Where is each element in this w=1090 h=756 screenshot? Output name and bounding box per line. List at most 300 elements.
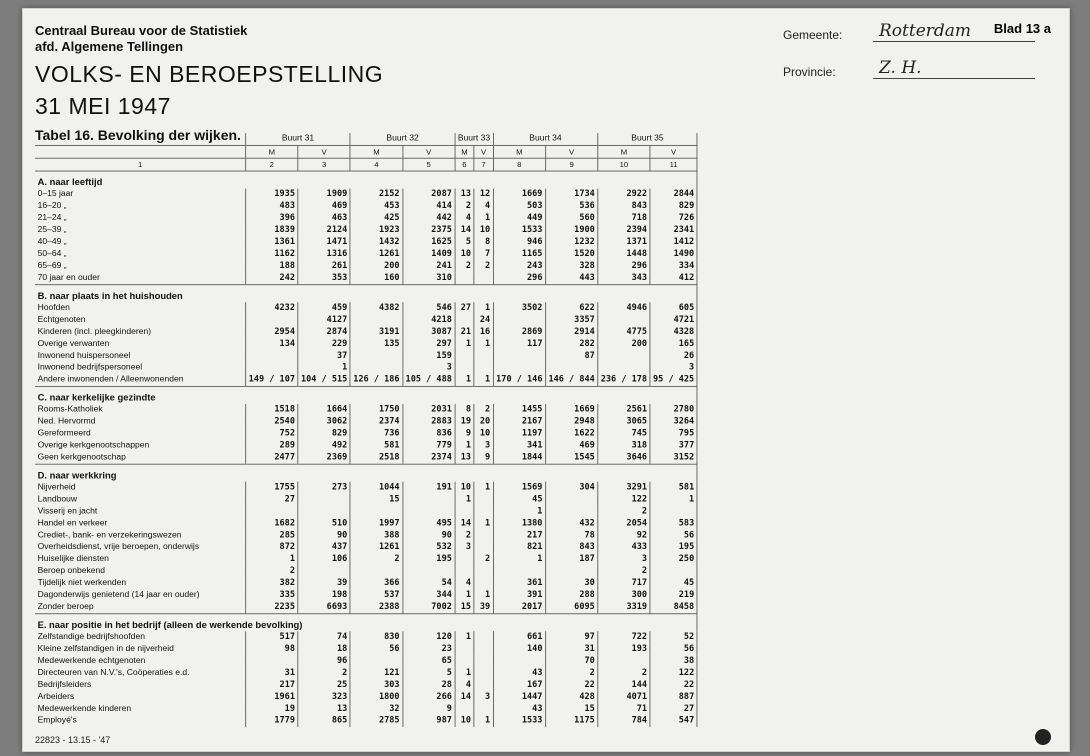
row-label: Echtgenoten xyxy=(35,314,246,326)
table-cell: 24 xyxy=(474,314,493,326)
table-cell: 2369 xyxy=(298,452,350,464)
table-cell: 2 xyxy=(545,667,597,679)
table-row xyxy=(35,631,697,643)
table-cell: 52 xyxy=(650,631,697,643)
table-cell: 2 xyxy=(455,530,474,542)
table-cell: 15 xyxy=(350,494,402,506)
table-cell: 13 xyxy=(298,703,350,715)
table-cell: 122 xyxy=(598,494,650,506)
table-cell: 304 xyxy=(545,482,597,494)
document-sheet xyxy=(22,8,1070,752)
table-cell: 1162 xyxy=(246,248,298,260)
sex-header: M xyxy=(598,145,650,158)
row-label: Gereformeerd xyxy=(35,428,246,440)
table-cell: 195 xyxy=(403,554,455,566)
table-cell: 96 xyxy=(298,655,350,667)
table-cell: 32 xyxy=(350,703,402,715)
table-cell: 2235 xyxy=(246,601,298,613)
table-cell: 117 xyxy=(493,338,545,350)
table-row xyxy=(35,189,697,201)
table-cell: 2 xyxy=(598,506,650,518)
table-cell: 135 xyxy=(350,338,402,350)
table-cell: 71 xyxy=(598,703,650,715)
table-cell: 795 xyxy=(650,428,697,440)
table-cell: 946 xyxy=(493,236,545,248)
table-cell xyxy=(455,314,474,326)
table-cell: 4328 xyxy=(650,326,697,338)
table-cell: 1380 xyxy=(493,518,545,530)
table-cell: 581 xyxy=(650,482,697,494)
table-row xyxy=(35,667,697,679)
table-cell: 7002 xyxy=(403,601,455,613)
table-cell: 443 xyxy=(545,272,597,284)
table-cell: 250 xyxy=(650,554,697,566)
table-cell: 3065 xyxy=(598,416,650,428)
table-cell: 377 xyxy=(650,440,697,452)
sex-header: M xyxy=(455,145,474,158)
row-label: Crediet-, bank- en verzekeringswezen xyxy=(35,530,246,542)
table-cell: 4 xyxy=(455,577,474,589)
table-cell: 8458 xyxy=(650,601,697,613)
table-cell: 1734 xyxy=(545,189,597,201)
table-cell: 510 xyxy=(298,518,350,530)
table-cell: 1 xyxy=(474,715,493,727)
table-cell xyxy=(474,530,493,542)
table-cell: 3062 xyxy=(298,416,350,428)
table-cell: 1 xyxy=(455,631,474,643)
table-cell: 126 / 186 xyxy=(350,374,402,386)
table-cell: 266 xyxy=(403,691,455,703)
table-cell: 344 xyxy=(403,589,455,601)
row-label: Landbouw xyxy=(35,494,246,506)
table-row xyxy=(35,248,697,260)
table-cell: 581 xyxy=(350,440,402,452)
table-cell: 105 / 488 xyxy=(403,374,455,386)
table-cell: 2948 xyxy=(545,416,597,428)
table-cell xyxy=(298,494,350,506)
table-cell: 1044 xyxy=(350,482,402,494)
table-cell xyxy=(650,565,697,577)
table-cell: 4 xyxy=(455,679,474,691)
table-cell: 4232 xyxy=(246,302,298,314)
row-label: 0–15 jaar xyxy=(35,189,246,201)
table-cell: 19 xyxy=(455,416,474,428)
table-cell: 140 xyxy=(493,643,545,655)
row-label: Nijverheid xyxy=(35,482,246,494)
table-cell: 2780 xyxy=(650,404,697,416)
column-number: 4 xyxy=(350,158,402,171)
table-cell: 3 xyxy=(650,362,697,374)
table-cell: 2374 xyxy=(403,452,455,464)
table-cell xyxy=(350,350,402,362)
provincie-value: Z. H. xyxy=(873,58,1035,79)
table-cell: 483 xyxy=(246,201,298,213)
row-label: 16–20 „ xyxy=(35,201,246,213)
table-cell: 829 xyxy=(298,428,350,440)
table-cell: 144 xyxy=(598,679,650,691)
table-cell xyxy=(350,655,402,667)
table-cell: 784 xyxy=(598,715,650,727)
table-cell: 13 xyxy=(455,189,474,201)
table-cell: 200 xyxy=(350,260,402,272)
table-cell: 2031 xyxy=(403,404,455,416)
table-cell: 605 xyxy=(650,302,697,314)
table-cell xyxy=(246,362,298,374)
buurt-33-header: Buurt 33 xyxy=(455,133,493,145)
page-number: Blad 13 a xyxy=(993,21,1051,36)
gemeente-value: Rotterdam xyxy=(873,21,1035,42)
table-cell xyxy=(455,554,474,566)
table-cell: 2152 xyxy=(350,189,402,201)
table-cell: 334 xyxy=(650,260,697,272)
table-row xyxy=(35,374,697,386)
table-cell: 273 xyxy=(298,482,350,494)
table-cell: 469 xyxy=(545,440,597,452)
table-cell: 219 xyxy=(650,589,697,601)
table-row xyxy=(35,601,697,613)
institution-line-1: Centraal Bureau voor de Statistiek xyxy=(35,23,248,38)
table-cell: 1779 xyxy=(246,715,298,727)
sex-header: V xyxy=(403,145,455,158)
table-cell: 836 xyxy=(403,428,455,440)
row-label: Hoofden xyxy=(35,302,246,314)
table-cell: 1490 xyxy=(650,248,697,260)
table-cell xyxy=(455,703,474,715)
table-cell: 622 xyxy=(545,302,597,314)
table-cell: 167 xyxy=(493,679,545,691)
table-cell xyxy=(598,362,650,374)
table-cell: 537 xyxy=(350,589,402,601)
table-cell xyxy=(598,350,650,362)
table-cell: 353 xyxy=(298,272,350,284)
table-cell: 1 xyxy=(474,212,493,224)
table-cell: 4071 xyxy=(598,691,650,703)
table-cell: 1961 xyxy=(246,691,298,703)
table-cell xyxy=(455,272,474,284)
table-cell: 1625 xyxy=(403,236,455,248)
table-cell xyxy=(474,565,493,577)
table-cell: 745 xyxy=(598,428,650,440)
row-label: Zelfstandige bedrijfshoofden xyxy=(35,631,246,643)
table-cell: 146 / 844 xyxy=(545,374,597,386)
table-cell: 1232 xyxy=(545,236,597,248)
table-cell: 217 xyxy=(493,530,545,542)
column-number: 7 xyxy=(474,158,493,171)
table-cell: 14 xyxy=(455,224,474,236)
row-label: 65–69 „ xyxy=(35,260,246,272)
table-cell: 1455 xyxy=(493,404,545,416)
table-cell: 282 xyxy=(545,338,597,350)
table-cell: 1545 xyxy=(545,452,597,464)
table-cell xyxy=(246,655,298,667)
table-row xyxy=(35,224,697,236)
table-cell: 1 xyxy=(650,494,697,506)
table-row xyxy=(35,691,697,703)
table-cell: 106 xyxy=(298,554,350,566)
table-row xyxy=(35,404,697,416)
table-cell: 366 xyxy=(350,577,402,589)
table-cell: 10 xyxy=(474,428,493,440)
sex-header: V xyxy=(474,145,493,158)
table-cell: 56 xyxy=(650,530,697,542)
row-label: Overige kerkgenootschappen xyxy=(35,440,246,452)
row-label: Medewerkende echtgenoten xyxy=(35,655,246,667)
table-cell: 90 xyxy=(298,530,350,542)
table-cell: 1935 xyxy=(246,189,298,201)
table-cell: 15 xyxy=(455,601,474,613)
table-cell: 165 xyxy=(650,338,697,350)
table-cell: 2 xyxy=(455,201,474,213)
column-number: 1 xyxy=(35,158,246,171)
table-cell: 149 / 107 xyxy=(246,374,298,386)
table-cell xyxy=(545,565,597,577)
table-cell: 160 xyxy=(350,272,402,284)
table-cell: 1 xyxy=(474,482,493,494)
sex-header: M xyxy=(246,145,298,158)
table-cell: 7 xyxy=(474,248,493,260)
table-cell: 318 xyxy=(598,440,650,452)
table-cell: 1750 xyxy=(350,404,402,416)
table-cell: 122 xyxy=(650,667,697,679)
table-cell: 2374 xyxy=(350,416,402,428)
table-cell: 12 xyxy=(474,189,493,201)
table-cell: 1533 xyxy=(493,224,545,236)
table-cell: 433 xyxy=(598,542,650,554)
table-cell: 31 xyxy=(545,643,597,655)
table-cell: 736 xyxy=(350,428,402,440)
column-number: 3 xyxy=(298,158,350,171)
section-title: A. naar leeftijd xyxy=(35,171,697,189)
table-row xyxy=(35,212,697,224)
table-cell: 2954 xyxy=(246,326,298,338)
table-cell: 752 xyxy=(246,428,298,440)
table-cell: 1569 xyxy=(493,482,545,494)
section-title: D. naar werkkring xyxy=(35,464,697,482)
table-cell: 27 xyxy=(455,302,474,314)
table-row xyxy=(35,416,697,428)
section-header-row xyxy=(35,171,697,189)
table-cell: 14 xyxy=(455,691,474,703)
table-cell: 3 xyxy=(455,542,474,554)
table-cell xyxy=(545,506,597,518)
table-cell: 19 xyxy=(246,703,298,715)
table-row xyxy=(35,452,697,464)
table-cell: 1261 xyxy=(350,248,402,260)
table-cell: 54 xyxy=(403,577,455,589)
table-cell: 188 xyxy=(246,260,298,272)
table-cell xyxy=(474,494,493,506)
row-label: Visserij en jacht xyxy=(35,506,246,518)
table-cell: 1 xyxy=(493,554,545,566)
table-cell: 1669 xyxy=(493,189,545,201)
row-label: Inwonend huispersoneel xyxy=(35,350,246,362)
table-cell: 722 xyxy=(598,631,650,643)
buurt-32-header: Buurt 32 xyxy=(350,133,455,145)
row-label: Beroep onbekend xyxy=(35,565,246,577)
table-cell: 10 xyxy=(455,482,474,494)
table-cell xyxy=(493,362,545,374)
table-cell xyxy=(455,655,474,667)
table-cell: 2874 xyxy=(298,326,350,338)
table-cell: 217 xyxy=(246,679,298,691)
table-cell: 442 xyxy=(403,212,455,224)
table-cell: 492 xyxy=(298,440,350,452)
table-cell: 2388 xyxy=(350,601,402,613)
table-cell: 1 xyxy=(474,589,493,601)
table-row xyxy=(35,643,697,655)
row-label: Zonder beroep xyxy=(35,601,246,613)
table-cell xyxy=(403,565,455,577)
row-label: Geen kerkgenootschap xyxy=(35,452,246,464)
table-cell: 829 xyxy=(650,201,697,213)
table-row xyxy=(35,589,697,601)
table-cell: 503 xyxy=(493,201,545,213)
table-cell: 1409 xyxy=(403,248,455,260)
table-cell: 718 xyxy=(598,212,650,224)
table-cell: 1923 xyxy=(350,224,402,236)
table-cell: 865 xyxy=(298,715,350,727)
table-cell: 412 xyxy=(650,272,697,284)
table-cell: 26 xyxy=(650,350,697,362)
table-cell: 22 xyxy=(545,679,597,691)
sex-header: M xyxy=(350,145,402,158)
table-cell: 341 xyxy=(493,440,545,452)
table-cell: 2914 xyxy=(545,326,597,338)
table-cell: 2341 xyxy=(650,224,697,236)
table-cell: 229 xyxy=(298,338,350,350)
table-cell: 27 xyxy=(246,494,298,506)
table-cell: 4382 xyxy=(350,302,402,314)
table-cell: 1 xyxy=(298,362,350,374)
table-title: Tabel 16. Bevolking der wijken. xyxy=(35,127,241,143)
table-cell: 391 xyxy=(493,589,545,601)
table-cell: 1 xyxy=(455,338,474,350)
section-title: E. naar positie in het bedrijf (alleen de werkende bevolking) xyxy=(35,614,697,632)
table-cell: 120 xyxy=(403,631,455,643)
provincie-label: Provincie: xyxy=(783,65,836,79)
table-cell: 1448 xyxy=(598,248,650,260)
row-label: Huiselijke diensten xyxy=(35,554,246,566)
table-cell: 3646 xyxy=(598,452,650,464)
table-cell: 1622 xyxy=(545,428,597,440)
sex-header-row xyxy=(35,145,697,158)
table-cell: 414 xyxy=(403,201,455,213)
table-row xyxy=(35,428,697,440)
table-cell: 4721 xyxy=(650,314,697,326)
table-cell: 1844 xyxy=(493,452,545,464)
table-cell xyxy=(493,565,545,577)
table-cell: 97 xyxy=(545,631,597,643)
table-row xyxy=(35,302,697,314)
table-cell: 449 xyxy=(493,212,545,224)
table-cell: 95 / 425 xyxy=(650,374,697,386)
table-cell xyxy=(350,314,402,326)
table-cell: 1997 xyxy=(350,518,402,530)
table-cell xyxy=(246,314,298,326)
section-title: C. naar kerkelijke gezindte xyxy=(35,386,697,404)
table-cell: 547 xyxy=(650,715,697,727)
row-label: Ned. Hervormd xyxy=(35,416,246,428)
blank-header xyxy=(35,133,246,145)
row-label: Bedrijfsleiders xyxy=(35,679,246,691)
table-cell: 2 xyxy=(455,260,474,272)
table-cell: 1371 xyxy=(598,236,650,248)
table-cell: 30 xyxy=(545,577,597,589)
table-cell xyxy=(474,272,493,284)
table-row xyxy=(35,565,697,577)
table-cell: 335 xyxy=(246,589,298,601)
table-cell xyxy=(474,703,493,715)
table-cell: 2922 xyxy=(598,189,650,201)
table-cell: 134 xyxy=(246,338,298,350)
table-cell: 6693 xyxy=(298,601,350,613)
table-row xyxy=(35,440,697,452)
table-cell: 1 xyxy=(455,589,474,601)
table-cell: 3 xyxy=(474,691,493,703)
table-cell: 2167 xyxy=(493,416,545,428)
table-cell: 14 xyxy=(455,518,474,530)
table-row xyxy=(35,201,697,213)
table-cell: 1900 xyxy=(545,224,597,236)
table-cell: 2 xyxy=(598,565,650,577)
table-cell: 1800 xyxy=(350,691,402,703)
table-cell: 9 xyxy=(474,452,493,464)
table-cell: 45 xyxy=(493,494,545,506)
column-number: 5 xyxy=(403,158,455,171)
table-cell: 323 xyxy=(298,691,350,703)
table-cell: 90 xyxy=(403,530,455,542)
table-cell: 39 xyxy=(474,601,493,613)
table-cell: 18 xyxy=(298,643,350,655)
institution-line-2: afd. Algemene Tellingen xyxy=(35,39,184,54)
table-cell: 432 xyxy=(545,518,597,530)
table-cell: 1261 xyxy=(350,542,402,554)
table-cell: 6095 xyxy=(545,601,597,613)
row-label: Dagonderwijs genietend (14 jaar en ouder) xyxy=(35,589,246,601)
table-cell: 4127 xyxy=(298,314,350,326)
table-cell: 170 / 146 xyxy=(493,374,545,386)
table-cell: 2883 xyxy=(403,416,455,428)
table-cell: 3319 xyxy=(598,601,650,613)
table-cell: 3264 xyxy=(650,416,697,428)
table-cell xyxy=(455,362,474,374)
table-cell xyxy=(403,494,455,506)
table-cell: 469 xyxy=(298,201,350,213)
row-label: Rooms-Katholiek xyxy=(35,404,246,416)
table-cell: 200 xyxy=(598,338,650,350)
section-header-row xyxy=(35,386,697,404)
table-cell: 3 xyxy=(474,440,493,452)
table-cell: 28 xyxy=(403,679,455,691)
table-cell: 78 xyxy=(545,530,597,542)
table-cell: 459 xyxy=(298,302,350,314)
table-cell: 193 xyxy=(598,643,650,655)
row-label: Andere inwonenden / Alleenwonenden xyxy=(35,374,246,386)
table-cell: 2087 xyxy=(403,189,455,201)
section-header-row xyxy=(35,464,697,482)
table-cell: 31 xyxy=(246,667,298,679)
table-cell: 87 xyxy=(545,350,597,362)
table-row xyxy=(35,314,697,326)
table-cell: 1 xyxy=(455,440,474,452)
table-cell: 2054 xyxy=(598,518,650,530)
table-cell: 27 xyxy=(650,703,697,715)
table-cell xyxy=(474,631,493,643)
table-cell: 16 xyxy=(474,326,493,338)
table-cell xyxy=(474,679,493,691)
row-label: Directeuren van N.V.'s, Coöperaties e.d. xyxy=(35,667,246,679)
table-cell: 236 / 178 xyxy=(598,374,650,386)
